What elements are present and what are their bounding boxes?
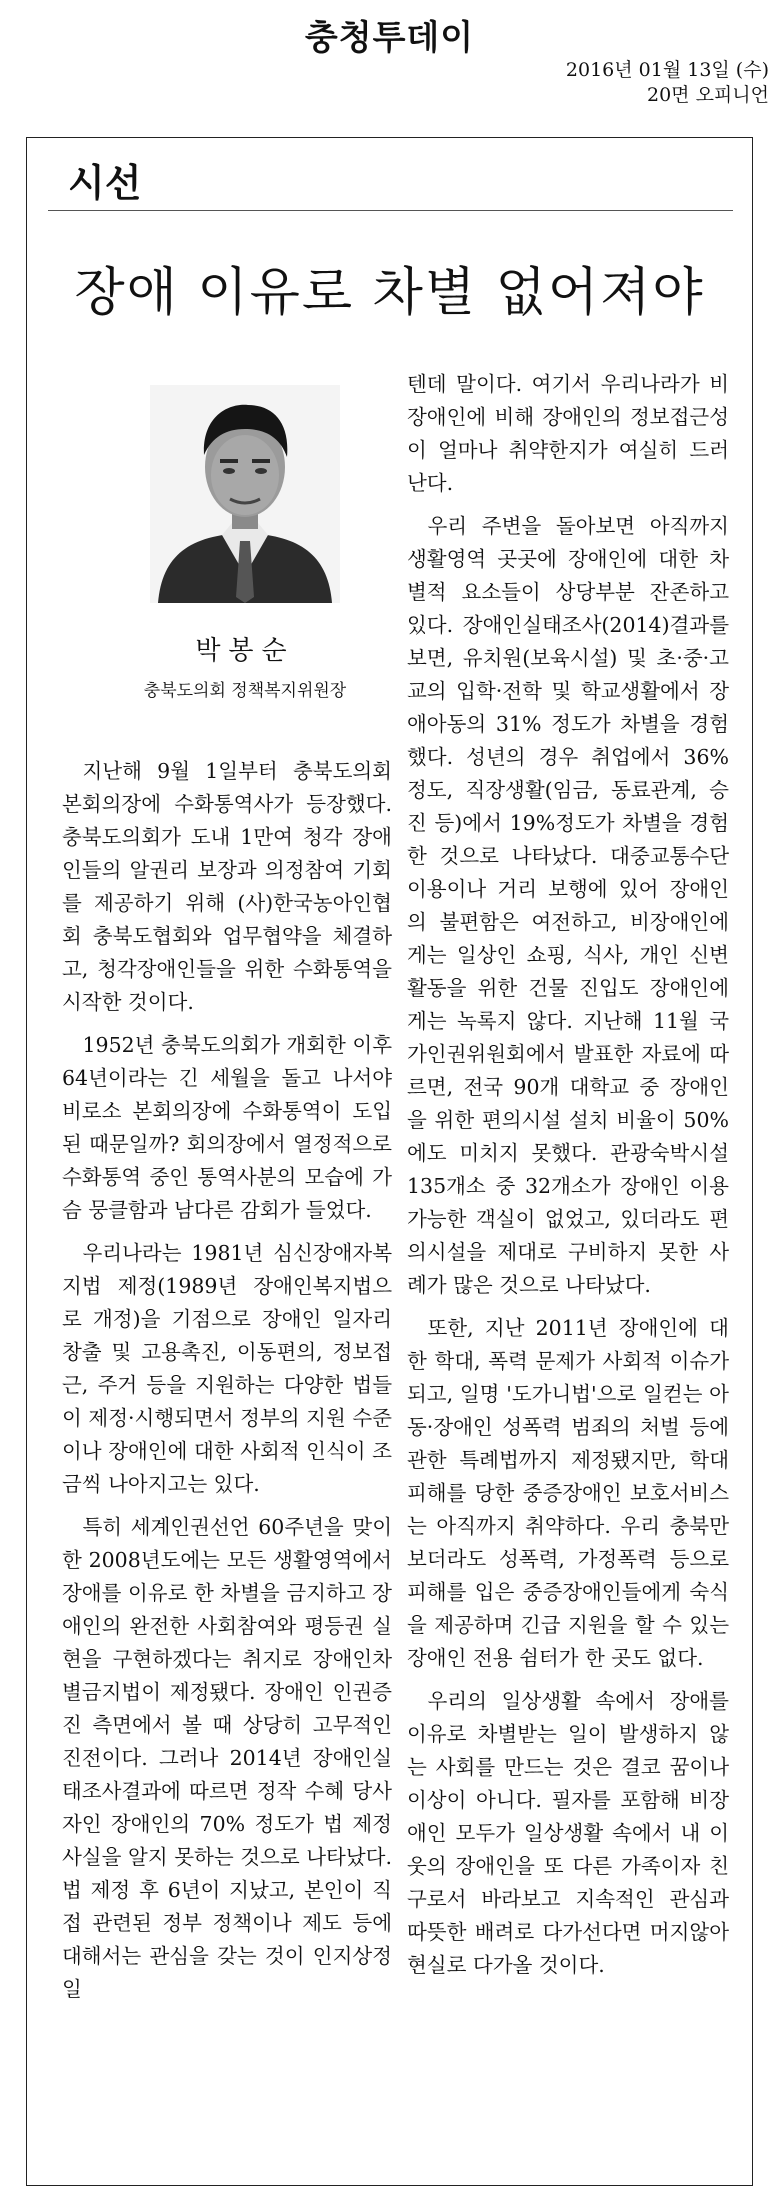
body-paragraph: 지난해 9월 1일부터 충북도의회 본회의장에 수화통역사가 등장했다. 충북도의회가 도내 1만여 청각 장애인들의 알권리 보장과 의정참여 기회를 제공하기 위해 (사)한국농아인협회 충북도협회와 업무협약을 체결하고, 청각장애인들을 위한 수화통역을 시작한 것이다.	[62, 759, 392, 1014]
page-section-label: 20면 오피니언	[647, 84, 769, 106]
section-label: 시선	[68, 161, 142, 205]
body-paragraph: 우리 주변을 돌아보면 아직까지 생활영역 곳곳에 장애인에 대한 차별적 요소들이 상당부분 잔존하고 있다. 장애인실태조사(2014)결과를 보면, 유치원(보육시설) 및 초·중·고교의 입학·전학 및 학교생활에서 장애아동의 31% 정도가 차별을 경험했다. 성년의 경우 취업에서 36% 정도, 직장생활(임금, 동료관계, 승진 등)에서 19%정도가 차별을 경험한 것으로 나타났다. 대중교통수단 이용이나 거리 보행에 있어 장애인의 불편함은 여전하고, 비장애인에게는 일상인 쇼핑, 식사, 개인 신변활동을 위한 건물 진입도 장애인에게는 녹록지 않다. 지난해 11월 국가인권위원회에서 발표한 자료에 따르면, 전국 90개 대학교 중 장애인을 위한 편의시설 설치 비율이 50%에도 미치지 못했다. 관광숙박시설 135개소 중 32개소가 장애인 이용 가능한 객실이 없었고, 있더라도 편의시설을 제대로 구비하지 못한 사례가 많은 것으로 나타났다.	[407, 514, 729, 1297]
publication-date: 2016년 01월 13일 (수)	[565, 59, 769, 81]
article-body-left-column	[62, 755, 392, 2006]
body-paragraph: 또한, 지난 2011년 장애인에 대한 학대, 폭력 문제가 사회적 이슈가 되고, 일명 '도가니법'으로 일컫는 아동·장애인 성폭력 범죄의 처벌 등에 관한 특례법까지 제정됐지만, 학대피해를 당한 중증장애인 보호서비스는 아직까지 취약하다. 우리 충북만 보더라도 성폭력, 가정폭력 등으로 피해를 입은 중증장애인들에게 숙식을 제공하며 긴급 지원을 할 수 있는 장애인 전용 쉼터가 한 곳도 없다.	[407, 1316, 729, 1670]
body-paragraph: 우리의 일상생활 속에서 장애를 이유로 차별받는 일이 발생하지 않는 사회를 만드는 것은 결코 꿈이나 이상이 아니다. 필자를 포함해 비장애인 모두가 일상생활 속에서 내 이웃의 장애인을 또 다른 가족이자 친구로서 바라보고 지속적인 관심과 따뜻한 배려로 다가선다면 머지않아 현실로 다가올 것이다.	[407, 1689, 729, 1977]
author-portrait-image	[150, 385, 340, 603]
newspaper-masthead: 충청투데이	[304, 18, 475, 58]
section-divider	[48, 210, 733, 211]
publication-meta	[566, 58, 769, 108]
author-name: 박봉순	[195, 636, 295, 666]
body-paragraph: 1952년 충북도의회가 개회한 이후 64년이라는 긴 세월을 돌고 나서야 비로소 본회의장에 수화통역이 도입된 때문일까? 회의장에서 열정적으로 수화통역 중인 통역사분의 모습에 가슴 뭉클함과 남다른 감회가 들었다.	[62, 1033, 392, 1222]
body-paragraph: 우리나라는 1981년 심신장애자복지법 제정(1989년 장애인복지법으로 개정)을 기점으로 장애인 일자리 창출 및 고용촉진, 이동편의, 정보접근, 주거 등을 지원하는 다양한 법들이 제정·시행되면서 정부의 지원 수준이나 장애인에 대한 사회적 인식이 조금씩 나아지고는 있다.	[62, 1241, 392, 1496]
article-headline: 장애 이유로 차별 없어져야	[74, 263, 705, 323]
article-body-right-column	[407, 368, 729, 1982]
body-paragraph-continued: 텐데 말이다. 여기서 우리나라가 비장애인에 비해 장애인의 정보접근성이 얼마나 취약한지가 여실히 드러난다.	[407, 372, 729, 495]
body-paragraph: 특히 세계인권선언 60주년을 맞이한 2008년도에는 모든 생활영역에서 장애를 이유로 한 차별을 금지하고 장애인의 완전한 사회참여와 평등권 실현을 구현하겠다는 취지로 장애인차별금지법이 제정됐다. 장애인 인권증진 측면에서 볼 때 상당히 고무적인 진전이다. 그러나 2014년 장애인실태조사결과에 따르면 정작 수혜 당사자인 장애인의 70% 정도가 법 제정 사실을 알지 못하는 것으로 나타났다. 법 제정 후 6년이 지났고, 본인이 직접 관련된 정부 정책이나 제도 등에 대해서는 관심을 갖는 것이 인지상정일	[62, 1515, 392, 2001]
author-title: 충북도의회 정책복지위원장	[143, 681, 347, 701]
author-photo	[150, 385, 340, 603]
